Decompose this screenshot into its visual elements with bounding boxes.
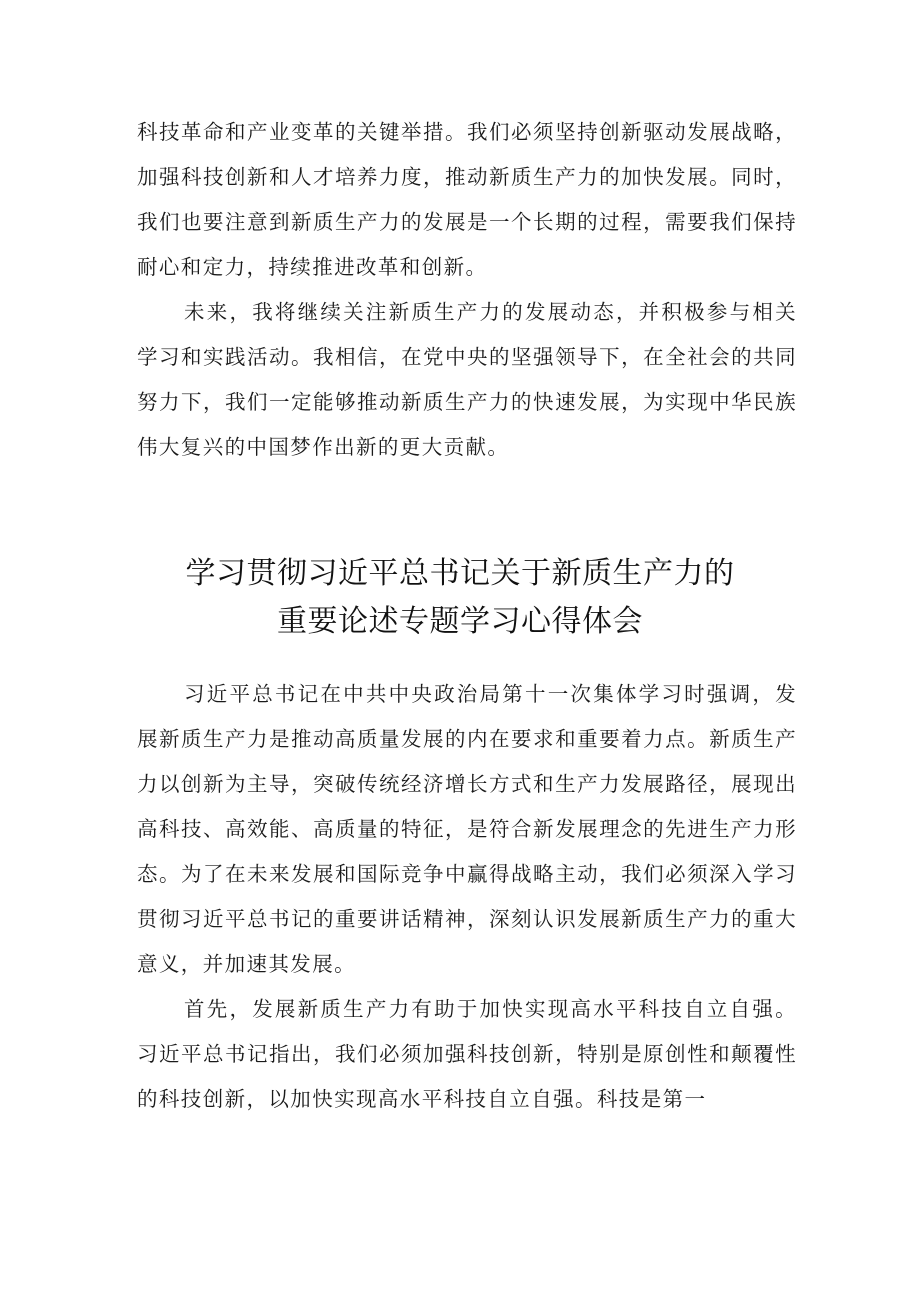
article-title-line-1: 学习贯彻习近平总书记关于新质生产力的: [185, 556, 735, 591]
article-title-line-2: 重要论述专题学习心得体会: [277, 604, 643, 639]
section-two: [137, 672, 797, 1122]
section-one: [137, 110, 797, 470]
body-paragraph-future: 未来，我将继续关注新质生产力的发展动态，并积极参与相关学习和实践活动。我相信，在党中央的坚强领导下，在全社会的共同努力下，我们一定能够推动新质生产力的快速发展，为实现中华民族伟大复兴的中国梦作出新的更大贡献。: [137, 300, 797, 459]
body-paragraph-continued: 科技革命和产业变革的关键举措。我们必须坚持创新驱动发展战略，加强科技创新和人才培养力度，推动新质生产力的加快发展。同时，我们也要注意到新质生产力的发展是一个长期的过程，需要我们保持耐心和定力，持续推进改革和创新。: [137, 120, 797, 279]
body-paragraph-first-point: 首先，发展新质生产力有助于加快实现高水平科技自立自强。习近平总书记指出，我们必须加强科技创新，特别是原创性和颠覆性的科技创新，以加快实现高水平科技自立自强。科技是第一: [137, 997, 797, 1111]
body-paragraph-intro: 习近平总书记在中共中央政治局第十一次集体学习时强调，发展新质生产力是推动高质量发展的内在要求和重要着力点。新质生产力以创新为主导，突破传统经济增长方式和生产力发展路径，展现出高科技、高效能、高质量的特征，是符合新发展理念的先进生产力形态。为了在未来发展和国际竞争中赢得战略主动，我们必须深入学习贯彻习近平总书记的重要讲话精神，深刻认识发展新质生产力的重大意义，并加速其发展。: [137, 682, 797, 976]
article-title: [0, 550, 920, 646]
